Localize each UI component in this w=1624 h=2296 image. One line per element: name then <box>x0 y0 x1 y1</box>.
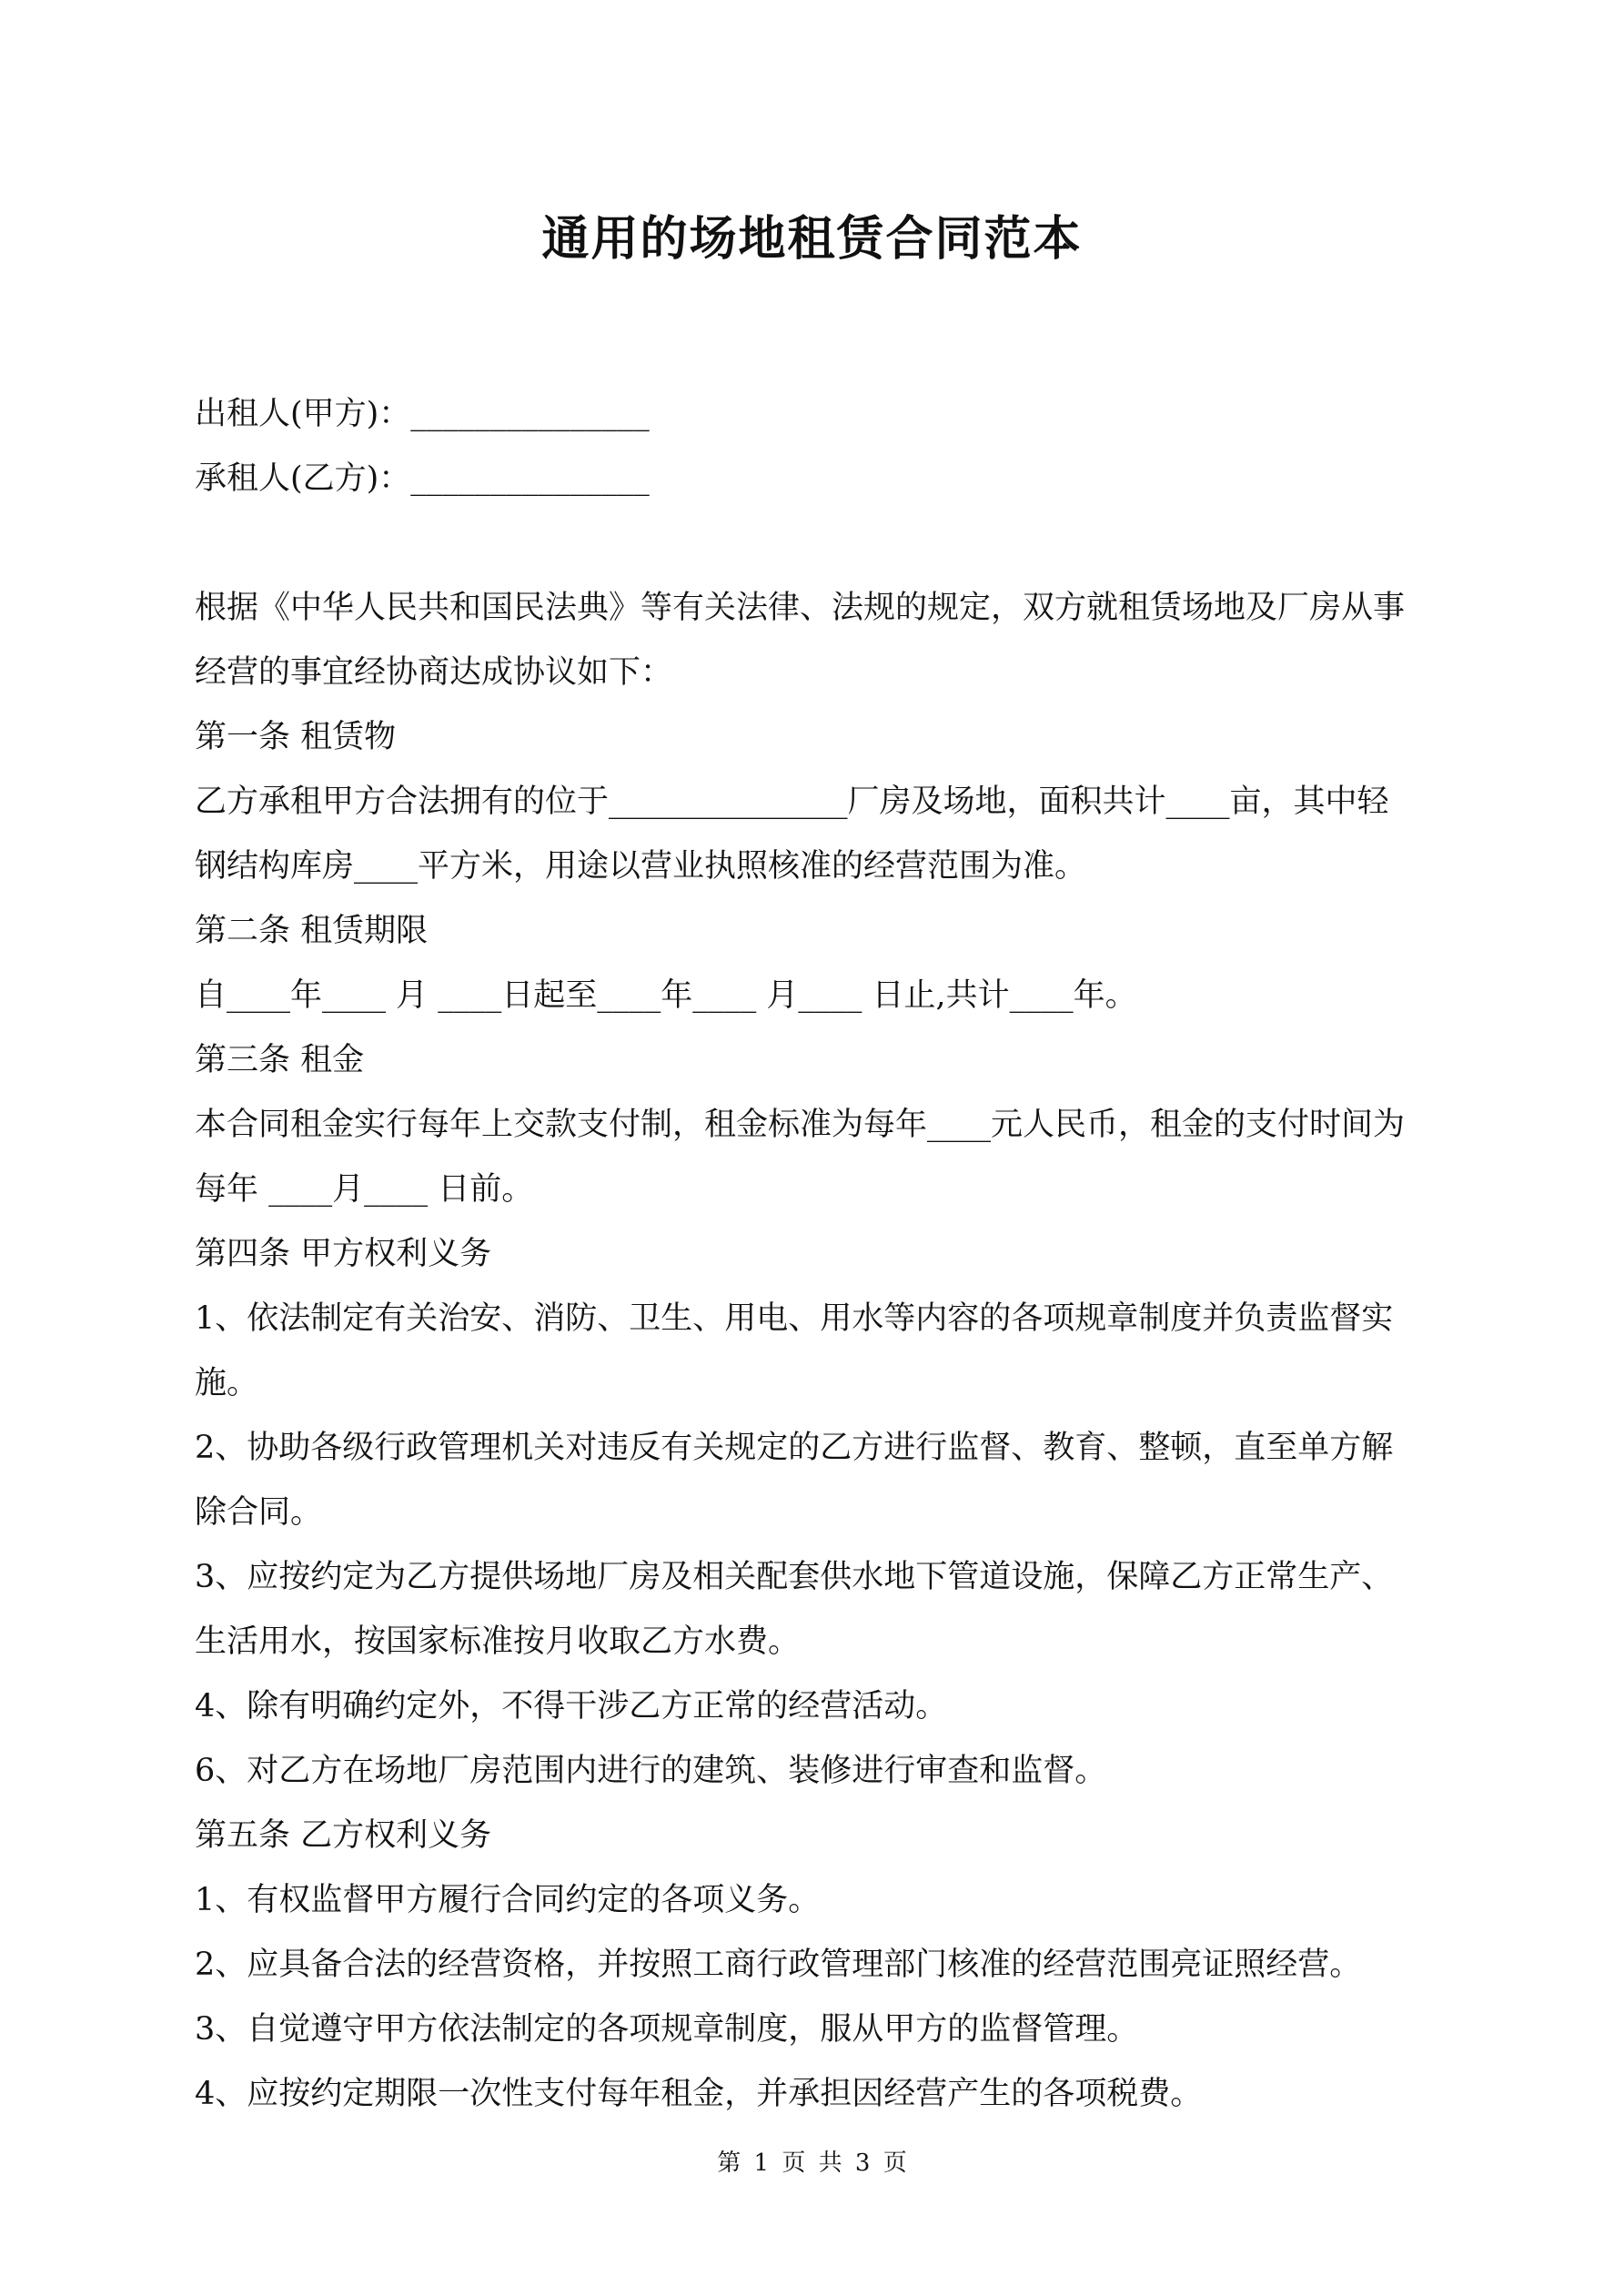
body-line: 2、协助各级行政管理机关对违反有关规定的乙方进行监督、教育、整顿，直至单方解 <box>195 1430 1394 1466</box>
party-lessee: 承租人(乙方)：_______________ <box>195 460 650 497</box>
body-line: 施。 <box>195 1365 259 1401</box>
body-line: 本合同租金实行每年上交款支付制，租金标准为每年____元人民币，租金的支付时间为 <box>195 1107 1406 1143</box>
body-line: 生活用水，按国家标准按月收取乙方水费。 <box>195 1623 801 1660</box>
body-line: 自____年____ 月 ____日起至____年____ 月____ 日止,共计____年。 <box>195 977 1137 1014</box>
body-line: 1、有权监督甲方履行合同约定的各项义务。 <box>195 1882 821 1918</box>
party-lessor: 出租人(甲方)：_______________ <box>195 396 650 432</box>
section-heading: 第四条 甲方权利义务 <box>195 1236 492 1272</box>
document-body <box>195 382 1441 2127</box>
body-line: 钢结构库房____平方米，用途以营业执照核准的经营范围为准。 <box>195 848 1087 885</box>
section-heading: 第三条 租金 <box>195 1042 365 1078</box>
page-number-footer: 第 1 页 共 3 页 <box>717 2149 907 2177</box>
body-line: 4、除有明确约定外，不得干涉乙方正常的经营活动。 <box>195 1688 948 1725</box>
body-line: 乙方承租甲方合法拥有的位于_______________厂房及场地，面积共计____亩，其中轻 <box>195 784 1389 820</box>
body-line: 2、应具备合法的经营资格，并按照工商行政管理部门核准的经营范围亮证照经营。 <box>195 1947 1362 1983</box>
spacer <box>195 511 1441 576</box>
document-title: 通用的场地租赁合同范本 <box>541 211 1083 267</box>
body-line: 4、应按约定期限一次性支付每年租金，并承担因经营产生的各项税费。 <box>195 2076 1203 2112</box>
body-line: 根据《中华人民共和国民法典》等有关法律、法规的规定，双方就租赁场地及厂房从事 <box>195 590 1406 626</box>
body-line: 经营的事宜经协商达成协议如下： <box>195 654 673 691</box>
body-line: 3、自觉遵守甲方依法制定的各项规章制度，服从甲方的监督管理。 <box>195 2011 1139 2048</box>
section-heading: 第一条 租赁物 <box>195 719 397 755</box>
body-line: 3、应按约定为乙方提供场地厂房及相关配套供水地下管道设施，保障乙方正常生产、 <box>195 1559 1394 1595</box>
body-line: 6、对乙方在场地厂房范围内进行的建筑、装修进行审查和监督。 <box>195 1753 1107 1789</box>
body-line: 除合同。 <box>195 1494 323 1531</box>
section-heading: 第二条 租赁期限 <box>195 913 429 949</box>
body-line: 1、依法制定有关治安、消防、卫生、用电、用水等内容的各项规章制度并负责监督实 <box>195 1300 1394 1337</box>
section-heading: 第五条 乙方权利义务 <box>195 1817 492 1854</box>
body-line: 每年 ____月____ 日前。 <box>195 1171 534 1208</box>
